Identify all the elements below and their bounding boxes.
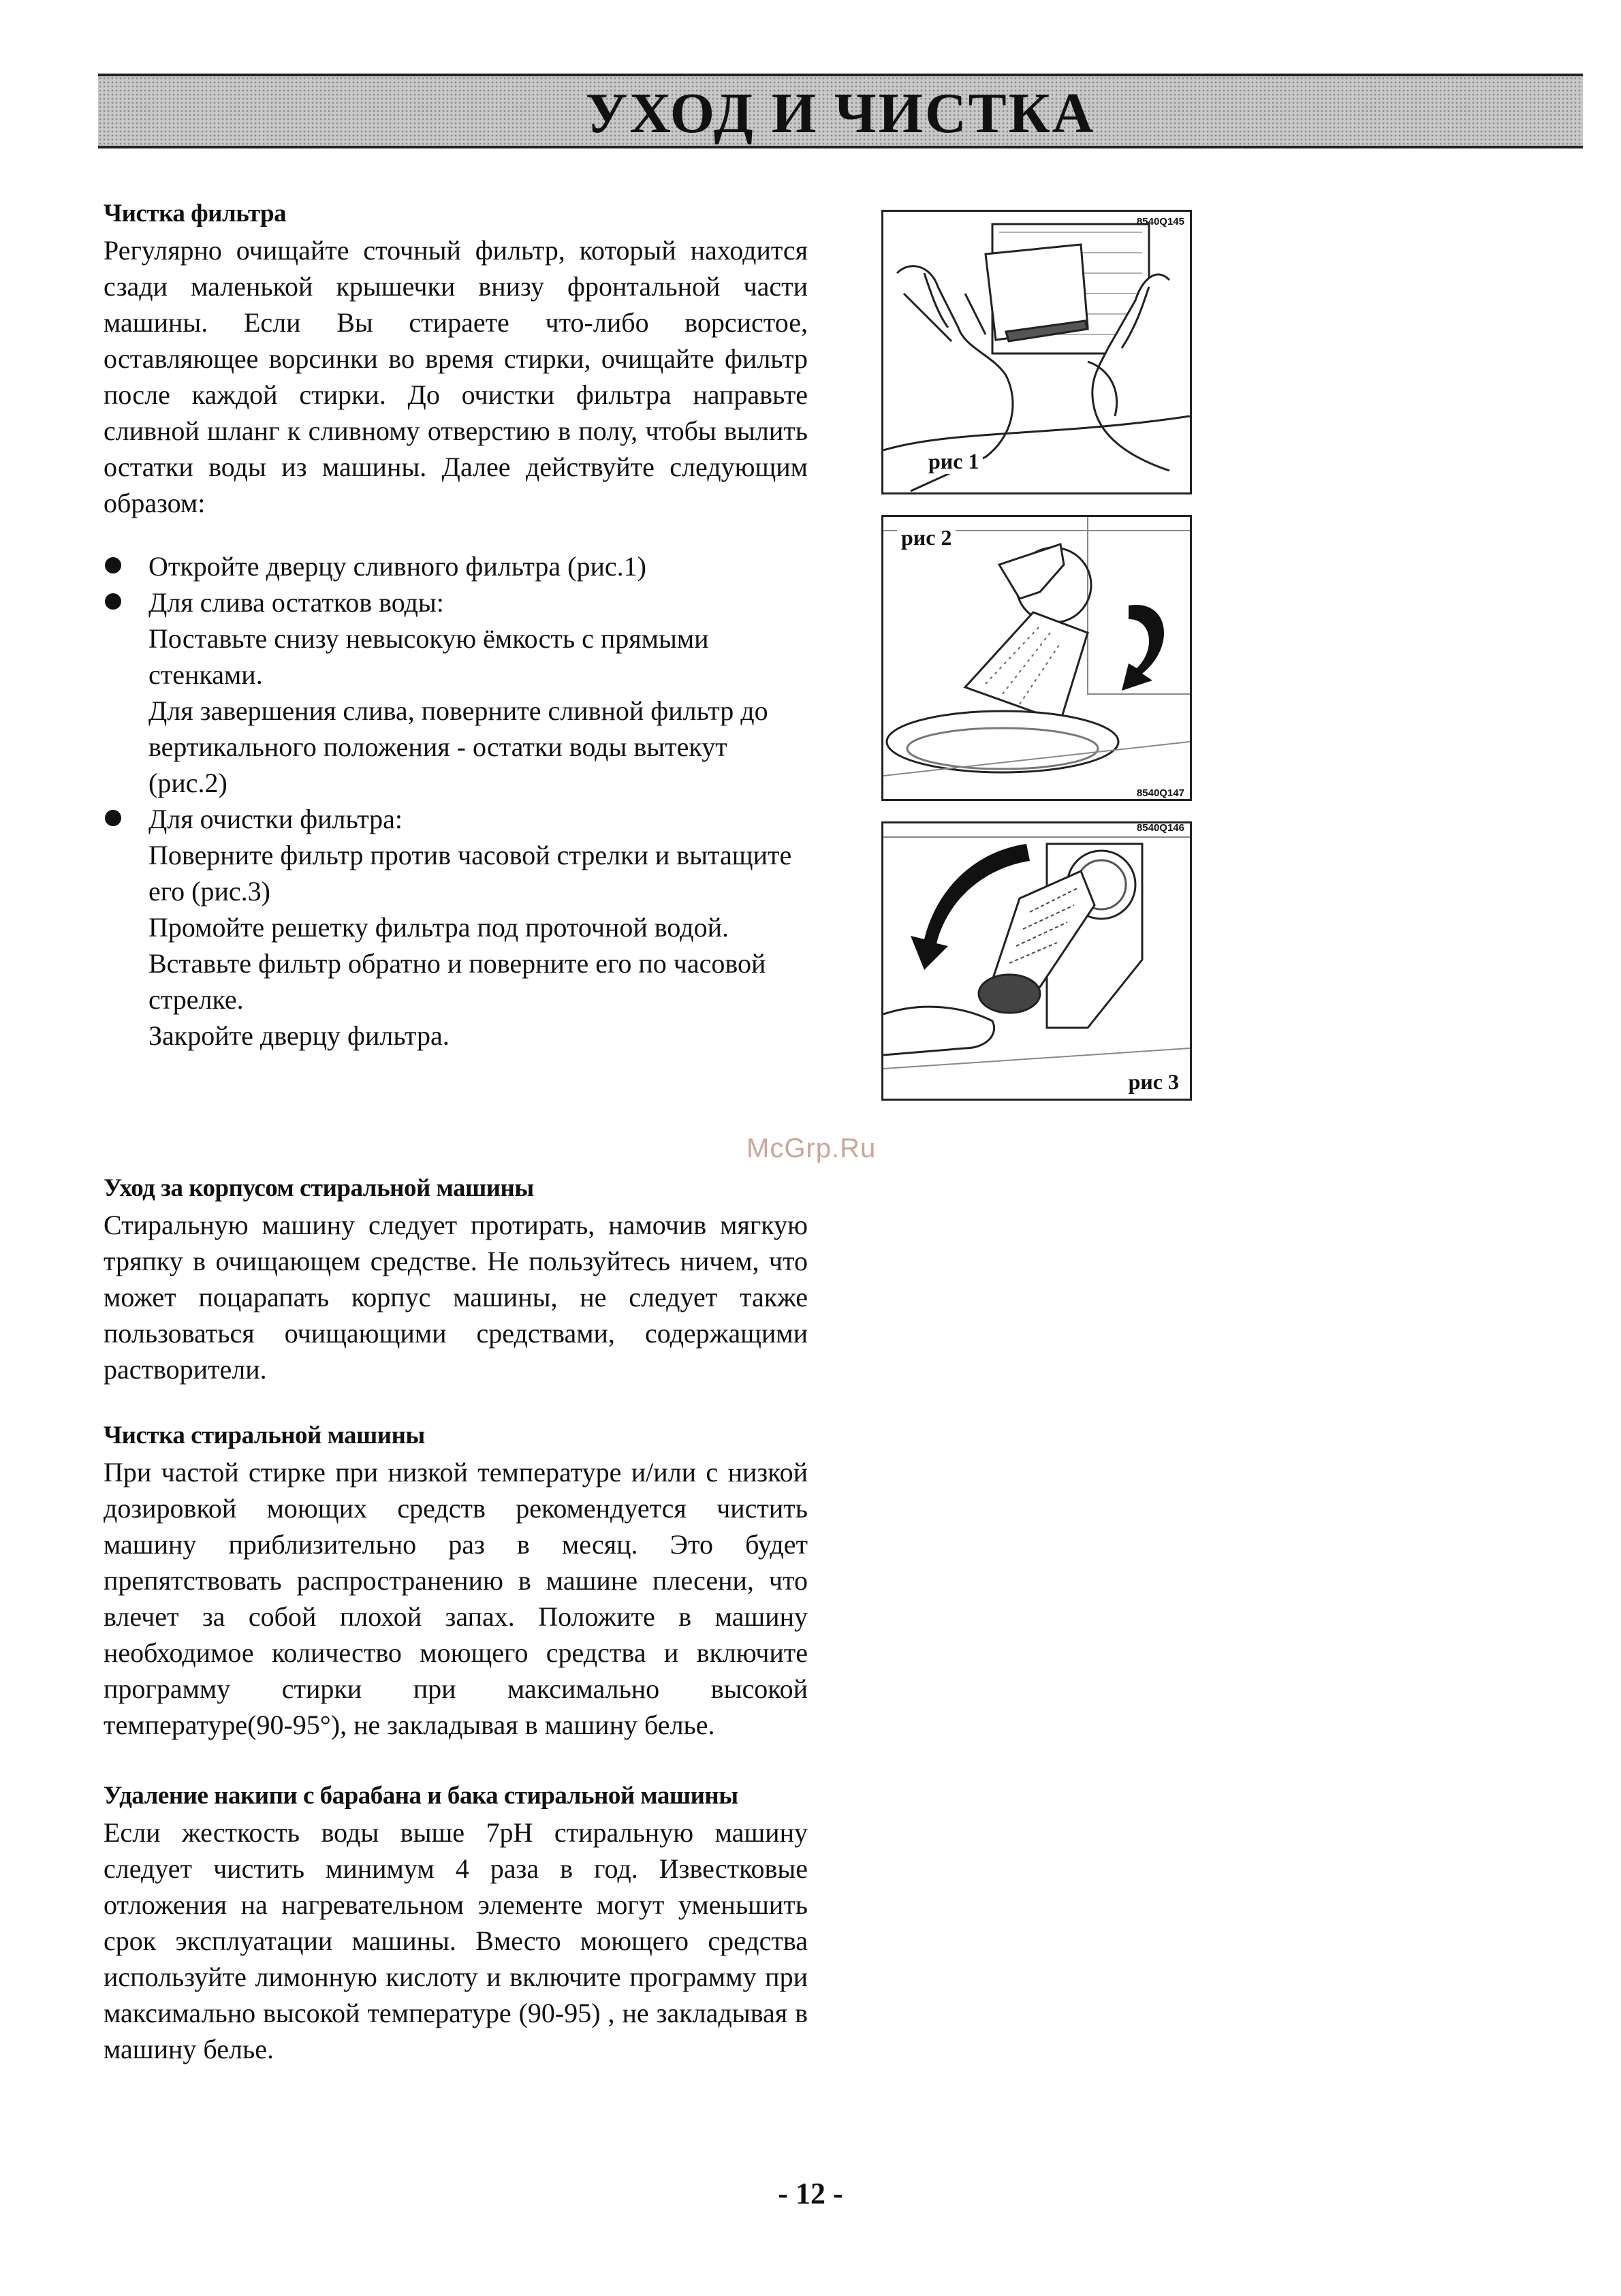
figure-2	[881, 515, 1192, 801]
machine-cleaning-text: При частой стирке при низкой температуре и/или с низкой дозировкой моющих средств рекомендуется чистить машину приблизительно раз в месяц. Это будет препятствовать распространению в машине плесени, что влечет за собой плохой запах. Положите в машину необходимое количество моющего средства и включите программу стирки при максимально высокой температуре(90-95°), не закладывая в машину белье.	[104, 1457, 808, 1740]
figure-code: 8540Q145	[1136, 216, 1184, 227]
header-band	[98, 74, 1583, 148]
machine-cleaning-title: Чистка стиральной машины	[104, 1421, 425, 1449]
filter-steps-list	[104, 548, 808, 1054]
step-line: Закройте дверцу фильтра.	[148, 1020, 450, 1051]
descaling-title: Удаление накипи с барабана и бака стиральной машины	[104, 1782, 738, 1810]
body-care-title: Уход за корпусом стиральной машины	[104, 1174, 534, 1202]
figure-3	[881, 821, 1192, 1101]
watermark: McGrp.Ru	[746, 1133, 877, 1163]
filter-section-title: Чистка фильтра	[104, 200, 287, 227]
step-line: Для очистки фильтра:	[148, 804, 403, 834]
step-line: Вставьте фильтр обратно и поверните его по часовой стрелке.	[148, 948, 766, 1015]
figure-code: 8540Q146	[1136, 822, 1184, 834]
body-care-text: Стиральную машину следует протирать, намочив мягкую тряпку в очищающем средстве. Не пользуйтесь ничем, что может поцарапать корпус машины, не следует также пользоваться очищающими средствами, содержащими растворители.	[104, 1210, 808, 1385]
filter-section	[104, 199, 808, 1054]
figure-1	[881, 210, 1192, 494]
bullet-icon	[105, 557, 121, 573]
figure-code: 8540Q147	[1136, 787, 1184, 799]
descaling-section	[104, 1781, 808, 2067]
page-number: - 12 -	[778, 2177, 843, 2210]
bullet-icon	[105, 810, 121, 826]
filter-removal-illustration	[883, 823, 1190, 1099]
machine-cleaning-section	[104, 1421, 808, 1743]
filter-section-intro: Регулярно очищайте сточный фильтр, который находится сзади маленькой крышечки внизу фронтальной части машины. Если Вы стираете что-либо ворсистое, оставляющее ворсинки во время стирки, очищайте фильтр после каждой стирки. До очистки фильтра направьте сливной шланг к сливному отверстию в полу, чтобы вылить остатки воды из машины. Далее действуйте следующим образом:	[104, 235, 808, 518]
bullet-icon	[105, 593, 121, 610]
step-line: Откройте дверцу сливного фильтра (рис.1)	[148, 551, 646, 582]
figure-label: рис 2	[897, 525, 956, 550]
descaling-text: Если жесткость воды выше 7pH стиральную машину следует чистить минимум 4 раза в год. Известковые отложения на нагревательном элементе могут уменьшить срок эксплуатации машины. Вместо моющего средства используйте лимонную кислоту и включите программу при максимально высокой температуре (90-95) , не закладывая в машину белье.	[104, 1817, 808, 2064]
list-item	[104, 548, 808, 584]
draining-illustration	[883, 517, 1190, 799]
page-title: УХОД И ЧИСТКА	[585, 82, 1096, 145]
body-care-section	[104, 1174, 808, 1387]
list-item	[104, 801, 808, 1054]
list-item	[104, 584, 808, 801]
step-line: Для слива остатков воды:	[148, 587, 444, 618]
step-line: Поверните фильтр против часовой стрелки и вытащите его (рис.3)	[148, 840, 792, 907]
figure-label: рис 3	[1124, 1069, 1183, 1095]
step-line: Промойте решетку фильтра под проточной водой.	[148, 912, 729, 943]
step-line: Поставьте снизу невысокую ёмкость с прямыми стенками.	[148, 623, 709, 690]
figure-label: рис 1	[924, 449, 983, 474]
step-line: Для завершения слива, поверните сливной фильтр до вертикального положения - остатки воды вытекут (рис.2)	[148, 695, 768, 798]
